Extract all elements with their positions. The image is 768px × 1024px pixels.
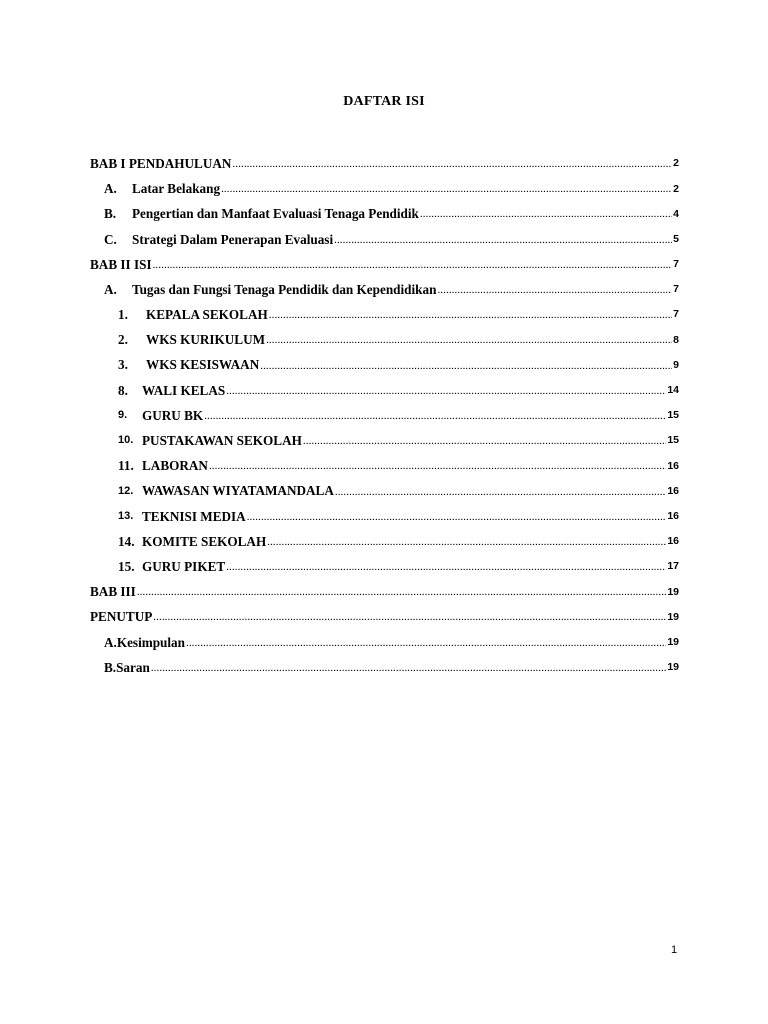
toc-page-number: 2 [673,182,679,195]
toc-entry-label: Strategi Dalam Penerapan Evaluasi [132,231,334,247]
toc-entry-label: PENUTUP [90,609,153,625]
toc-leader-dots [335,487,666,498]
toc-entry-bab-3[interactable] [90,579,679,604]
toc-leader-dots [267,537,666,548]
toc-entry-label: Tugas dan Fungsi Tenaga Pendidik dan Kependidikan [132,281,437,297]
toc-page-number: 17 [667,560,679,573]
toc-entry-wks-kurikulum[interactable] [90,327,679,352]
toc-entry-marker: 13. [118,509,134,522]
toc-entry-teknisi-media[interactable] [90,504,679,529]
toc-page-number: 15 [667,434,679,447]
toc-entry-label: BAB III [90,584,136,600]
toc-page-number: 15 [667,409,679,422]
toc-entry-kesimpulan[interactable] [90,630,679,655]
toc-entry-komite-sekolah[interactable] [90,529,679,554]
toc-leader-dots [247,512,667,523]
toc-entry-wawasan[interactable] [90,478,679,503]
toc-entry-penutup[interactable] [90,604,679,629]
toc-page-number: 9 [673,358,679,371]
toc-entry-label: Pengertian dan Manfaat Evaluasi Tenaga Pendidik [132,206,419,222]
toc-leader-dots [269,310,672,321]
toc-entry-tugas-fungsi[interactable] [90,277,679,302]
toc-leader-dots [226,386,666,397]
toc-entry-laboran[interactable] [90,453,679,478]
table-of-contents [90,151,679,680]
toc-leader-dots [204,411,666,422]
toc-page-number: 19 [667,585,679,598]
toc-leader-dots [420,209,672,220]
toc-entry-label: A.Kesimpulan [104,634,185,650]
toc-entry-label: WKS KURIKULUM [146,332,266,348]
toc-page-number: 7 [673,283,679,296]
toc-leader-dots [437,285,672,296]
toc-entry-marker: 10. [118,434,134,447]
toc-page-number: 19 [667,635,679,648]
toc-page-number: 7 [673,258,679,271]
toc-entry-marker: 8. [118,382,128,398]
toc-page-number: 16 [667,535,679,548]
toc-leader-dots [260,361,672,372]
toc-leader-dots [209,461,666,472]
toc-entry-label: WAWASAN WIYATAMANDALA [142,483,334,499]
toc-entry-label: BAB I PENDAHULUAN [90,155,232,171]
toc-page-number: 14 [667,384,679,397]
toc-page-number: 4 [673,207,679,220]
toc-entry-guru-piket[interactable] [90,554,679,579]
toc-entry-label: TEKNISI MEDIA [142,508,246,524]
toc-entry-guru-bk[interactable] [90,403,679,428]
toc-entry-strategi[interactable] [90,227,679,252]
toc-entry-marker: 1. [118,307,128,323]
toc-entry-marker: 14. [118,533,135,549]
page-title: DAFTAR ISI [343,94,425,109]
toc-page-number: 19 [667,661,679,674]
toc-entry-label: KEPALA SEKOLAH [146,307,268,323]
toc-page-number: 16 [667,484,679,497]
toc-entry-bab-1[interactable] [90,151,679,176]
toc-entry-latar-belakang[interactable] [90,176,679,201]
toc-page-number: 5 [673,232,679,245]
page-number: 1 [671,944,678,956]
toc-entry-label: PUSTAKAWAN SEKOLAH [142,433,302,449]
toc-entry-kepala-sekolah[interactable] [90,302,679,327]
toc-leader-dots [151,663,667,674]
toc-leader-dots [153,612,666,623]
toc-entry-label: WALI KELAS [142,382,226,398]
toc-entry-marker: 12. [118,484,134,497]
toc-page-number: 2 [673,157,679,170]
toc-entry-marker: 15. [118,558,135,574]
toc-leader-dots [153,260,673,271]
toc-entry-marker: A. [104,281,117,297]
toc-leader-dots [232,159,672,170]
toc-entry-saran[interactable] [90,655,679,680]
toc-entry-marker: 3. [118,357,128,373]
toc-entry-marker: C. [104,231,117,247]
toc-entry-marker: A. [104,181,117,197]
toc-page-number: 16 [667,509,679,522]
toc-leader-dots [303,436,666,447]
toc-page-number: 16 [667,459,679,472]
toc-page-number: 8 [673,333,679,346]
toc-leader-dots [221,184,672,195]
toc-leader-dots [334,235,672,246]
toc-entry-marker: B. [104,206,117,222]
toc-entry-label: B.Saran [104,659,150,675]
toc-leader-dots [186,638,666,649]
toc-entry-marker: 11. [118,458,134,474]
toc-entry-label: GURU PIKET [142,558,226,574]
toc-leader-dots [226,562,666,573]
toc-page-number: 19 [667,610,679,623]
toc-entry-wali-kelas[interactable] [90,378,679,403]
toc-entry-marker: 2. [118,332,128,348]
toc-leader-dots [137,587,667,598]
toc-leader-dots [266,335,672,346]
toc-entry-wks-kesiswaan[interactable] [90,353,679,378]
toc-entry-pustakawan[interactable] [90,428,679,453]
toc-entry-label: LABORAN [142,458,208,474]
toc-entry-label: GURU BK [142,407,204,423]
toc-entry-label: BAB II ISI [90,256,152,272]
toc-entry-pengertian[interactable] [90,201,679,226]
toc-page-number: 7 [673,308,679,321]
toc-entry-marker: 9. [118,408,128,421]
toc-entry-label: WKS KESISWAAN [146,357,260,373]
toc-entry-label: Latar Belakang [132,181,221,197]
toc-entry-bab-2[interactable] [90,252,679,277]
toc-entry-label: KOMITE SEKOLAH [142,533,267,549]
